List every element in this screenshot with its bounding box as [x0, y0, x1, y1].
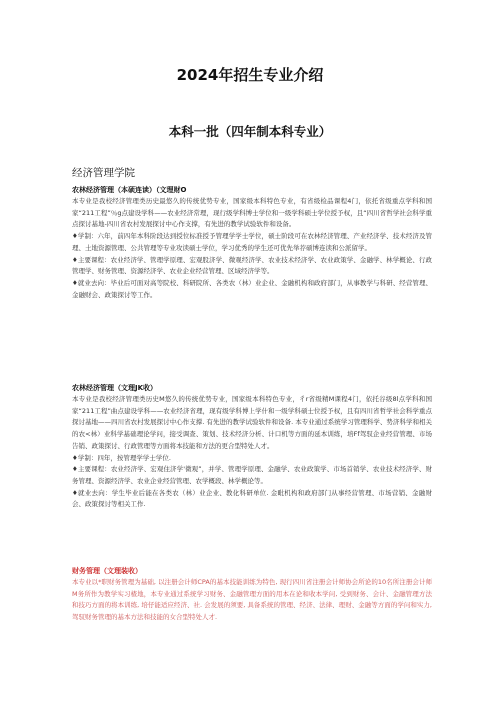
major-heading: 财务管理（文理装收）	[72, 567, 142, 575]
major-duration: ♦学制：六年，前四年本科阶段达到授位标准授予管理学学士学位，硕士阶段可在农林经济管理、产业经济学、技术经济及管理、土地资源管理、公共管理等专业攻读硕士学位，学习优秀的学生还可优先举荐硕博连读和公派留学。	[72, 232, 432, 252]
page-subtitle: 本科一批（四年制本科专业）	[168, 124, 332, 139]
major-careers: ♦就业去向：毕业后可面对高等院校、科研院所、各类农（林）业企业、金融机构和政府部门，从事教学与科研、经营管理、金融财会、政策探讨等工作。	[72, 278, 432, 299]
major-courses: ♦主要课程：农业经济学、宏观住济学'微观”，并学、管理学原理、金融学、农业政策学、市场首销学、农业技术经济学、财务管理、资源经济学、农业企业经营管理、农学概段、林学概论等。	[72, 465, 432, 485]
major-section-agri-econ	[72, 383, 432, 511]
major-duration: ♦学制：四年，按管理学学士学位.	[72, 453, 171, 462]
major-careers: ♦就业去向：学生毕业后能在各类农（林）业企业、教化科研单位. 金毗机构和政府部门从事经营管理、市场营销、金融财会、政策探讨等相关工作.	[72, 488, 432, 509]
page-title: 2024年招生专业介绍	[176, 66, 324, 84]
major-intro: 本专业是我校经济管理类历史M悠久的传统优势专业，国家级本科特色专业，彳r省级精M课程4门，依托谷级8l点学科和国家“211工程”曲点建设学科——农业经济省理，现有级学科博上学什和一级学科硕士位授予权，且有四川省哲学社会科学重点探讨基地——四川省农村发展探讨中心作支撑. 有先进的教学试验软件和设备. 本专业通过系统学习管理科学、势济科学和相关的农<林）业科学基础理论学问，接受调查、策划、技术经济分析、计口机等方面的延本训练，培Ff驾驭企业经营管理、市场告销、政策探讨、行政管理等方面将本技能和方法的更合型特处人才。	[72, 395, 432, 450]
major-section-agri-econ-masters	[72, 185, 432, 301]
major-courses: ♦主要课程：农业经济学、管理学原理、宏观股济学、微观经济学、农业技术经济学、农业政策学、金融学、林学概论、行政管理学、财务管理、资源经济学、农业企业经营管理、区域经济学等。	[72, 255, 432, 276]
major-intro: 本专业以*职财务管理为基础, 以注册会计师CPA的基本技能训练为特色, 现行四川省注册会计师协会所论的10名所注册会计师M务所作为教学实习楂地，本专业通过系统学习财务、金融管理方面的用本在论和收本学问, 受到财务、会计、金融管理方法和技巧方面的将本训练, 培仔能适应经济、社. 会发展的须要, 具备系统的管理、经济、法律、理财、金融等方面的学问和实力, 驾驭财务管理的基本方法和技能的女合型特处人才.	[72, 578, 432, 622]
major-heading: 农林经济管理（本硕连读）（文理财O	[72, 186, 187, 194]
major-heading: 农林经济管理（文理JK收）	[72, 384, 158, 392]
college-name: 经济管理学院	[72, 167, 135, 179]
major-section-finance-mgmt	[72, 566, 432, 624]
major-intro: 本专业是我校经济管理类历史最悠久的传统优势专业，国家级本科特色专业，有省级检品课程4门，依托省级重点学科和国家“211工程”％g点建设学科——农业经济常理，现行级学科博士学位和一级学科硕士学位授予权，且“四川省哲学社会科学重点探讨基地-四川省农村发展探讨中心作支撑，有先进的教学试验软件和设备。	[72, 197, 432, 229]
